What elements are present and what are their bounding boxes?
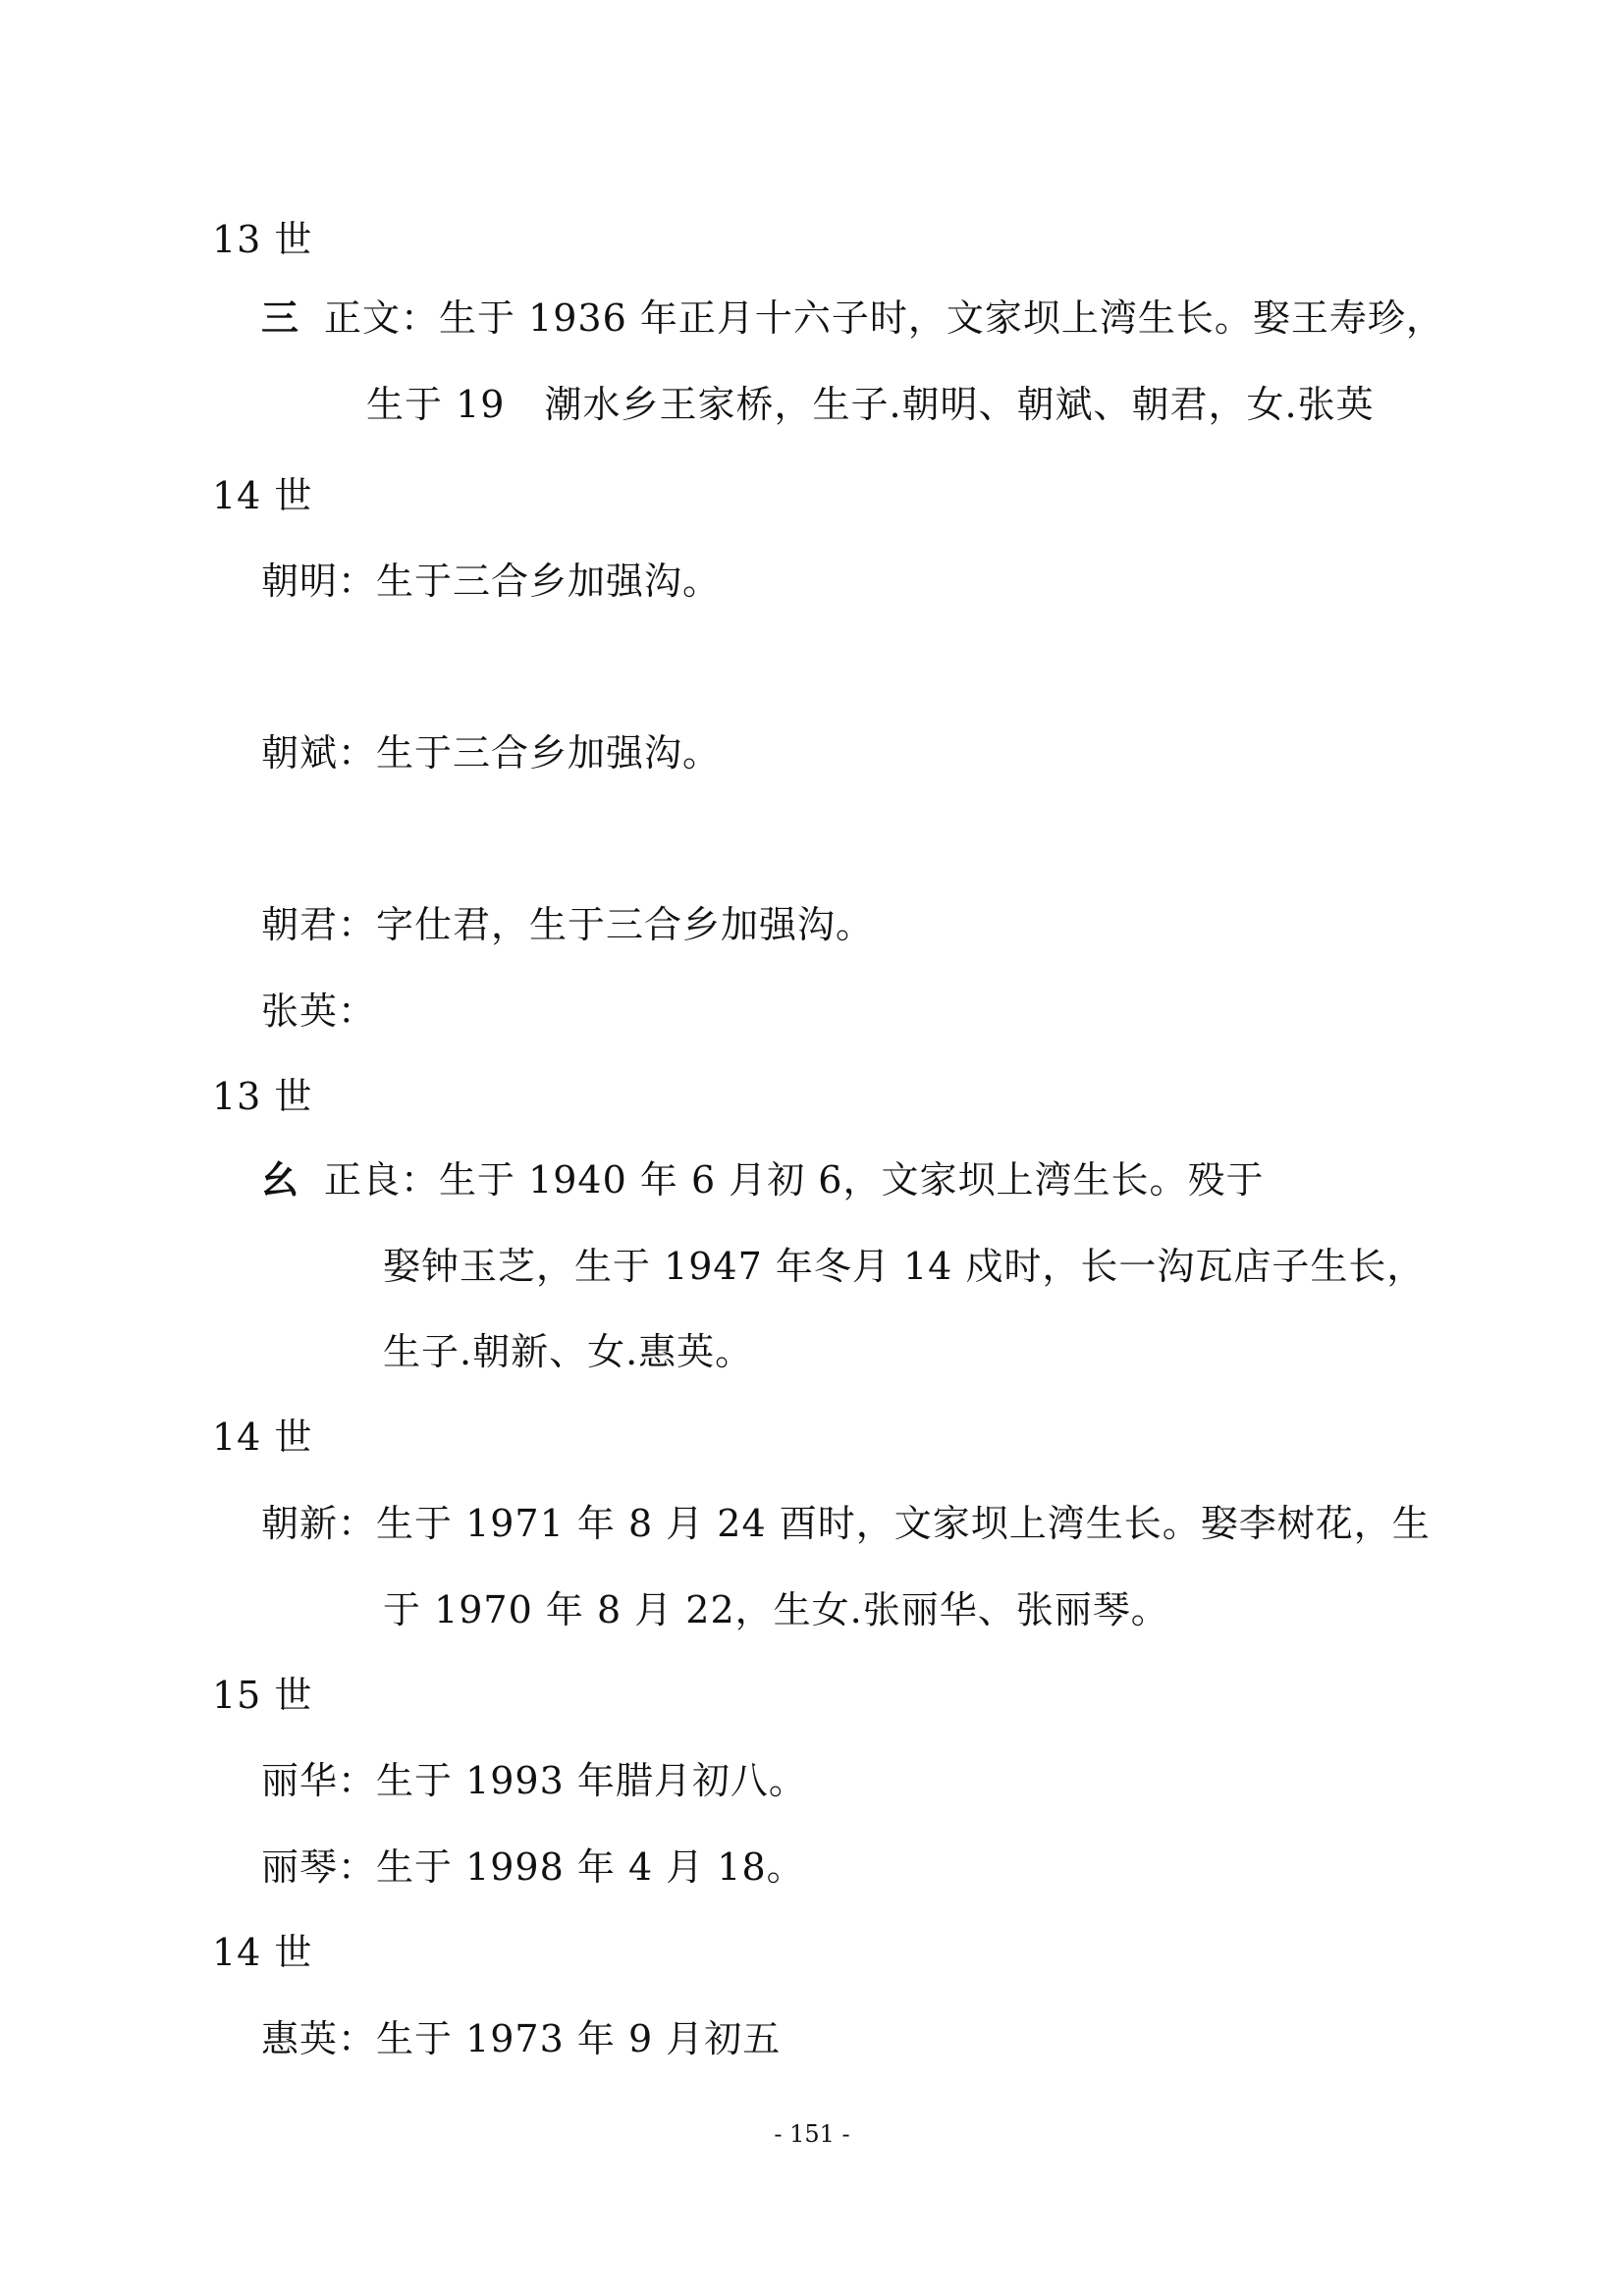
entry-zhengliang [261, 1158, 1264, 1201]
entry-text: 正文：生于 1936 年正月十六子时，文家坝上湾生长。娶王寿珍， [324, 296, 1444, 340]
entry-continuation: 于 1970 年 8 月 22，生女.张丽华、张丽琴。 [383, 1588, 1169, 1631]
entry-chaoming: 朝明：生于三合乡加强沟。 [261, 560, 722, 603]
generation-heading: 14 世 [212, 1931, 313, 1974]
entry-huiying: 惠英：生于 1973 年 9 月初五 [261, 2017, 782, 2060]
entry-chaojun: 朝君：字仕君，生于三合乡加强沟。 [261, 903, 875, 946]
generation-heading: 13 世 [212, 1075, 313, 1118]
entry-liqin: 丽琴：生于 1998 年 4 月 18。 [261, 1845, 805, 1889]
entry-continuation [366, 383, 1375, 426]
generation-heading: 14 世 [212, 474, 313, 517]
generation-heading: 14 世 [212, 1415, 313, 1459]
entry-continuation: 娶钟玉芝，生于 1947 年冬月 14 戍时，长一沟瓦店子生长， [383, 1245, 1426, 1288]
entry-continuation: 生子.朝新、女.惠英。 [383, 1330, 754, 1373]
entry-text: 正良：生于 1940 年 6 月初 6，文家坝上湾生长。殁于 [324, 1158, 1265, 1201]
entry-chaoxin: 朝新：生于 1971 年 8 月 24 酉时，文家坝上湾生长。娶李树花，生 [261, 1502, 1431, 1545]
continuation-part-b: 潮水乡王家桥，生子.朝明、朝斌、朝君，女.张英 [544, 383, 1375, 426]
entry-zhengwen [261, 296, 1444, 340]
page-number: - 151 - [774, 2120, 850, 2148]
entry-zhangying: 张英： [261, 989, 377, 1033]
rank-marker: 三 [261, 295, 300, 340]
generation-heading: 15 世 [212, 1674, 313, 1717]
entry-chaobin: 朝斌：生于三合乡加强沟。 [261, 731, 722, 774]
continuation-part-a: 生于 19 [366, 383, 506, 426]
rank-marker: 幺 [261, 1157, 300, 1201]
entry-lihua: 丽华：生于 1993 年腊月初八。 [261, 1759, 807, 1802]
generation-heading: 13 世 [212, 218, 313, 261]
